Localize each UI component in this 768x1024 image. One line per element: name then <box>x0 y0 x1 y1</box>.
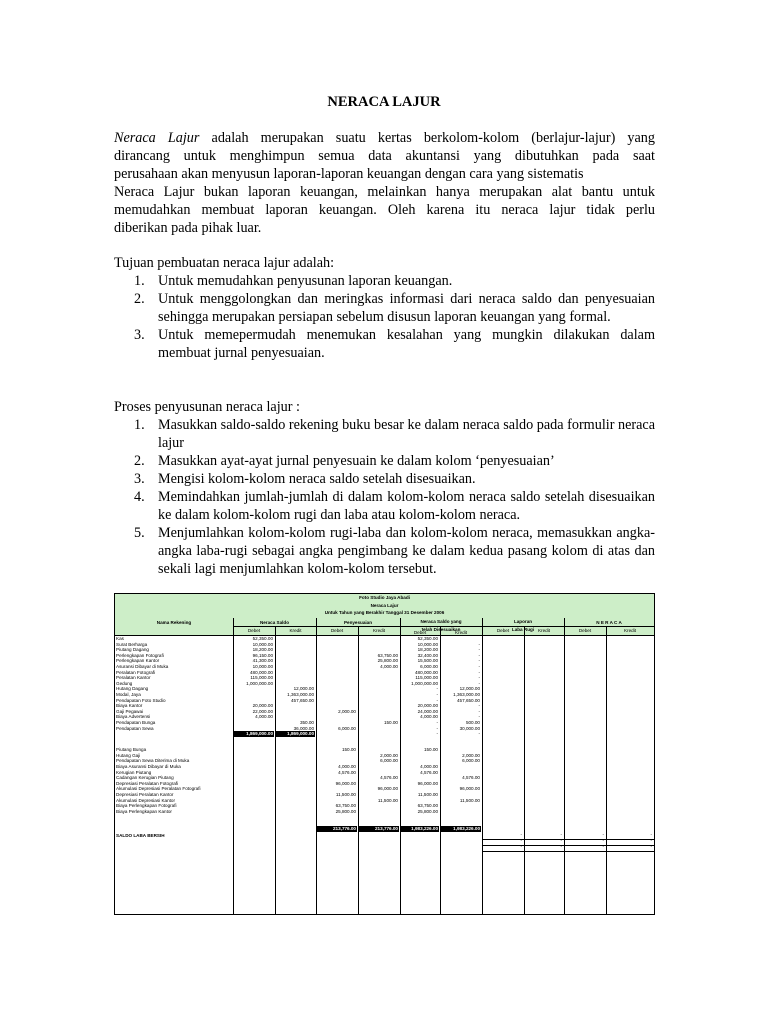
dash-placeholder: - <box>520 832 522 838</box>
header-neraca-saldo: Neraca Saldo <box>259 620 290 625</box>
list-number: 1. <box>134 273 145 289</box>
header-nama-rekening: Nama Rekening <box>156 620 192 625</box>
list-number: 1. <box>134 417 145 433</box>
header-kredit: Kredit <box>623 628 636 633</box>
account-name: Asuransi Dibayar di Muka <box>116 664 169 669</box>
header-debet: Debet <box>330 628 344 633</box>
nsd-debet-value: 10,000.00 <box>417 641 438 647</box>
account-name: Perlengkapan Fotografi <box>116 652 164 658</box>
dash-placeholder: - <box>560 843 562 849</box>
proses-item-2 <box>114 452 655 470</box>
nsd-debet-value: 96,000.00 <box>417 780 438 786</box>
header-nsd-line2: telah Disesuaikan <box>421 627 461 632</box>
nsd-debet-value: 480,000.00 <box>415 669 438 675</box>
proses-heading: Proses penyusunan neraca lajur : <box>114 399 300 415</box>
page-title: NERACA LAJUR <box>327 94 441 110</box>
account-name: Pendapatan Foto Studio <box>116 697 166 703</box>
ns-kredit-value: 36,000.00 <box>293 725 314 731</box>
nsd-kredit-value: - <box>478 641 480 647</box>
nsd-debet-value: 32,400.00 <box>417 652 438 658</box>
header-kredit: Kredit <box>537 628 550 633</box>
intro-line-6: diberikan pada pihak luar. <box>114 220 262 236</box>
total-sd: 1,983,226.00 <box>401 826 439 832</box>
table-title-block <box>115 594 654 619</box>
proses-item-1 <box>114 416 655 452</box>
account-name: Hutang Gaji <box>116 752 141 758</box>
list-text: Masukkan ayat-ayat jurnal penyesuain ke dalam kolom ‘penyesuaian’ <box>158 453 555 469</box>
tujuan-item-1 <box>114 272 655 290</box>
ns-kredit-value: 457,650.00 <box>291 697 314 703</box>
ns-debet-value: 10,000.00 <box>252 641 273 647</box>
nsd-debet-value: - <box>436 731 438 737</box>
nsd-kredit-value: 30,000.00 <box>459 725 480 731</box>
account-name: Biaya Advertensi <box>116 714 151 720</box>
nsd-debet-value: 6,000.00 <box>420 664 438 669</box>
nsd-debet-value: - <box>436 720 438 725</box>
nsd-debet-value: 115,000.00 <box>415 675 438 681</box>
account-name: Pendapatan Sewa Diterima di Muka <box>116 758 190 764</box>
header-kredit: Kredit <box>289 628 302 633</box>
ns-debet-value: 1,000,000.00 <box>246 680 273 686</box>
account-name: Kas <box>116 636 124 641</box>
list-number: 5. <box>134 525 145 541</box>
tujuan-item-3 <box>114 326 655 362</box>
list-number: 2. <box>134 291 145 307</box>
grid-line <box>606 626 607 914</box>
intro-paragraph <box>114 129 655 237</box>
total-ns-kredit: 1,869,000.00 <box>276 731 315 737</box>
nsd-debet-value: 150.00 <box>423 747 438 753</box>
dash-placeholder: - <box>602 832 604 838</box>
dash-placeholder: - <box>650 843 652 849</box>
proses-item-4 <box>114 488 655 524</box>
nsd-debet-value: 4,000.00 <box>420 714 438 720</box>
total-sk: 1,983,226.00 <box>441 826 481 832</box>
list-text: Masukkan saldo-saldo rekening buku besar ke dalam neraca saldo pada formulir neraca lajur <box>158 417 655 451</box>
ns-debet-value: 20,000.00 <box>252 703 273 709</box>
ns-debet-value: 480,000.00 <box>250 669 273 675</box>
ns-debet-value: 22,000.00 <box>252 708 273 714</box>
list-text: Menjumlahkan kolom-kolom rugi-laba dan kolom-kolom neraca, memasukkan angka-angka laba-rugi sebagai angka pengimbang ke dalam kedua pasang kolom di atas dan sekali lagi menjumlahkan kolom-kolom tersebut. <box>158 525 655 577</box>
account-name: Peralatan Fotografi <box>116 669 156 675</box>
list-text: Untuk memepermudah menemukan kesalahan yang mungkin dilakukan dalam membuat jurnal penyesuaian. <box>158 327 655 361</box>
dash-placeholder: - <box>650 832 652 838</box>
ns-debet-value: 18,200.00 <box>252 647 273 653</box>
grid-line <box>482 618 483 914</box>
neraca-lajur-table <box>114 593 655 915</box>
table-company: Foto Studio Jaya Abadi <box>359 595 410 600</box>
peny-kredit-value: 63,750.00 <box>377 652 398 658</box>
account-name: Piutang Dagang <box>116 647 149 653</box>
header-debet: Debet <box>413 630 427 635</box>
ns-debet-value: 41,300.00 <box>252 658 273 664</box>
grid-line <box>524 626 525 914</box>
peny-kredit-value: 25,800.00 <box>377 658 398 664</box>
header-nsd-line1: Neraca Saldo yang <box>420 619 462 624</box>
proses-item-3 <box>114 470 655 488</box>
account-name: Biaya Asuransi Dibayar di Muka <box>116 764 181 769</box>
account-name: Hutang Dagang <box>116 686 149 692</box>
account-name: Depresiasi Peralatan Fotografi <box>116 780 179 786</box>
nsd-debet-value: - <box>436 692 438 697</box>
peny-debet-value: 96,000.00 <box>335 780 356 786</box>
header-laporan: Laporan <box>513 619 533 624</box>
nsd-kredit-value: - <box>478 703 480 709</box>
list-text: Untuk menggolongkan dan meringkas informasi dari neraca saldo dan penyesuaian sehingga merupakan persiapan sebelum disusun laporan keuangan yang formal. <box>158 291 655 325</box>
total-ns-debet: 1,869,000.00 <box>234 731 274 737</box>
nsd-debet-value: 1,000,000.00 <box>411 680 438 686</box>
account-name: Biaya Perlengkapan Fotografi <box>116 803 177 809</box>
list-number: 4. <box>134 489 145 505</box>
peny-debet-value: 4,000.00 <box>338 764 356 769</box>
account-name: Peralatan Kantor <box>116 675 151 681</box>
account-name: Perlengkapan Kantor <box>116 658 160 664</box>
peny-debet-value: 150.00 <box>341 747 356 753</box>
nsd-kredit-value: - <box>478 652 480 658</box>
peny-debet-value: 2,000.00 <box>338 708 356 714</box>
peny-debet-value: 4,576.00 <box>338 769 356 775</box>
account-name: Gedung <box>116 680 133 686</box>
peny-debet-value: 11,500.00 <box>335 792 356 797</box>
nsd-kredit-value: 96,000.00 <box>459 786 480 792</box>
intro-line-2: dirancang untuk menghimpun semua data akuntansi yang dibutuhkan pada saat <box>114 148 655 164</box>
nsd-kredit-value: 11,500.00 <box>459 797 480 803</box>
intro-line-4: Neraca Lajur bukan laporan keuangan, melainkan hanya merupakan alat bantu untuk <box>114 184 655 200</box>
nsd-kredit-value: - <box>478 669 480 675</box>
account-name: Akumulasi Depresiasi Kantor <box>116 797 175 803</box>
nsd-debet-value: 11,500.00 <box>417 792 438 797</box>
grid-line <box>564 618 565 914</box>
nsd-debet-value: - <box>436 725 438 731</box>
account-name: Cadangan Kerugian Piutang <box>116 775 174 781</box>
header-kredit: Kredit <box>372 628 385 633</box>
ns-debet-value: 96,150.00 <box>252 652 273 658</box>
proses-list <box>114 416 655 578</box>
dash-placeholder: - <box>520 843 522 849</box>
nsd-debet-value: 24,000.00 <box>417 708 438 714</box>
intro-line-5: memudahkan membuat laporan keuangan. Oleh karena itu neraca lajur tidak perlu <box>114 202 655 218</box>
ns-debet-value: 10,000.00 <box>252 664 273 669</box>
header-debet: Debet <box>496 628 510 633</box>
account-name: Depresiasi Peralatan Kantor <box>116 792 174 797</box>
nsd-kredit-value: - <box>478 647 480 653</box>
account-name: Pendapatan Sewa <box>116 725 154 731</box>
account-name: Biaya Kantor <box>116 703 143 709</box>
peny-kredit-value: 11,500.00 <box>377 797 398 803</box>
peny-kredit-value: 4,576.00 <box>380 775 398 781</box>
table-report-name: Neraca Lajur <box>370 602 399 608</box>
nsd-debet-value: 4,000.00 <box>420 764 438 769</box>
nsd-kredit-value: - <box>478 731 480 737</box>
table-period: Untuk Tahun yang Berakhir Tanggal 31 Desember 2006 <box>324 610 445 615</box>
account-name: Akumulasi Depresiasi Peralatan Fotografi <box>116 786 201 792</box>
account-name: Pendapatan Bunga <box>116 720 156 725</box>
ns-debet-value: 4,000.00 <box>255 714 273 720</box>
nsd-kredit-value: 1,363,000.00 <box>453 692 480 697</box>
peny-kredit-value: 6,000.00 <box>380 758 398 764</box>
nsd-debet-value: - <box>436 697 438 703</box>
nsd-debet-value: - <box>436 686 438 692</box>
dash-placeholder: - <box>650 838 652 843</box>
list-number: 3. <box>134 471 145 487</box>
header-kredit: Kredit <box>454 630 467 635</box>
nsd-debet-value: 52,350.00 <box>417 636 438 641</box>
total-line <box>482 845 654 846</box>
tujuan-item-2 <box>114 290 655 326</box>
account-name: Surat Berharga <box>116 641 148 647</box>
header-penyesuaian: Penyesuaian <box>343 620 373 625</box>
total-pd: 213,776.00 <box>317 826 357 832</box>
intro-line-3: perusahaan akan menyusun laporan-laporan keuangan dengan cara yang sistematis <box>114 166 584 182</box>
dash-placeholder: - <box>560 832 562 838</box>
nsd-kredit-value: - <box>478 708 480 714</box>
ns-kredit-value: 12,000.00 <box>293 686 314 692</box>
nsd-kredit-value: 4,576.00 <box>462 775 480 781</box>
tujuan-heading: Tujuan pembuatan neraca lajur adalah: <box>114 255 335 271</box>
total-pk: 213,776.00 <box>359 826 399 832</box>
nsd-debet-value: 4,576.00 <box>420 769 438 775</box>
peny-kredit-value: 2,000.00 <box>380 752 398 758</box>
account-name: Kerugian Piutang <box>116 769 152 775</box>
dash-placeholder: - <box>602 843 604 849</box>
ns-kredit-value: 1,363,000.00 <box>287 692 314 697</box>
ns-debet-value: 52,350.00 <box>252 636 273 641</box>
nsd-debet-value: 25,800.00 <box>417 808 438 814</box>
nsd-kredit-value: - <box>478 658 480 664</box>
nsd-debet-value: 18,200.00 <box>417 647 438 653</box>
dash-placeholder: - <box>520 838 522 843</box>
nsd-kredit-value: 2,000.00 <box>462 752 480 758</box>
dash-placeholder: - <box>602 838 604 843</box>
intro-line-1: Neraca Lajur adalah merupakan suatu kertas berkolom-kolom (berlajur-lajur) yang <box>114 130 655 146</box>
header-laba-rugi: Laba Rugi <box>511 627 535 632</box>
header-debet: Debet <box>578 628 592 633</box>
nsd-kredit-value: 12,000.00 <box>459 686 480 692</box>
list-text: Memindahkan jumlah-jumlah di dalam kolom-kolom neraca saldo setelah disesuaikan ke dalam kolom-kolom rugi dan laba atau kolom-kolom neraca. <box>158 489 655 523</box>
subtotal-line <box>482 839 654 840</box>
ns-debet-value: 115,000.00 <box>250 675 273 681</box>
nsd-debet-value: 63,750.00 <box>417 803 438 809</box>
list-text: Mengisi kolom-kolom neraca saldo setelah disesuaikan. <box>158 471 476 487</box>
saldo-laba-bersih-label: SALDO LABA BERSIH <box>116 833 165 839</box>
nsd-kredit-value: - <box>478 714 480 720</box>
peny-kredit-value: 150.00 <box>383 720 398 725</box>
dash-placeholder: - <box>560 838 562 843</box>
account-name: Biaya Perlengkapan Kantor <box>116 808 172 814</box>
header-neraca: N E R A C A <box>596 620 622 625</box>
peny-kredit-value: 4,000.00 <box>380 664 398 669</box>
ns-kredit-value: 350.00 <box>299 720 314 725</box>
tujuan-list <box>114 272 655 362</box>
account-name: Piutang Bunga <box>116 747 147 753</box>
intro-term: Neraca Lajur <box>114 130 200 146</box>
account-name: Gaji Pegawai <box>116 708 144 714</box>
peny-debet-value: 63,750.00 <box>335 803 356 809</box>
account-name: Modal, Jaya <box>116 692 141 697</box>
nsd-kredit-value: 6,000.00 <box>462 758 480 764</box>
grid-line <box>275 626 276 914</box>
list-text: Untuk memudahkan penyusunan laporan keuangan. <box>158 273 453 289</box>
nsd-kredit-value: 457,650.00 <box>457 697 480 703</box>
nsd-kredit-value: - <box>478 675 480 681</box>
peny-debet-value: 25,800.00 <box>335 808 356 814</box>
header-debet: Debet <box>247 628 261 633</box>
bottom-line <box>482 851 654 852</box>
nsd-debet-value: 20,000.00 <box>417 703 438 709</box>
nsd-kredit-value: - <box>478 680 480 686</box>
list-number: 2. <box>134 453 145 469</box>
nsd-kredit-value: 500.00 <box>465 720 480 725</box>
nsd-kredit-value: - <box>478 664 480 669</box>
nsd-debet-value: 15,500.00 <box>417 658 438 664</box>
peny-debet-value: 6,000.00 <box>338 725 356 731</box>
list-number: 3. <box>134 327 145 343</box>
proses-item-5 <box>114 524 655 578</box>
peny-kredit-value: 96,000.00 <box>377 786 398 792</box>
